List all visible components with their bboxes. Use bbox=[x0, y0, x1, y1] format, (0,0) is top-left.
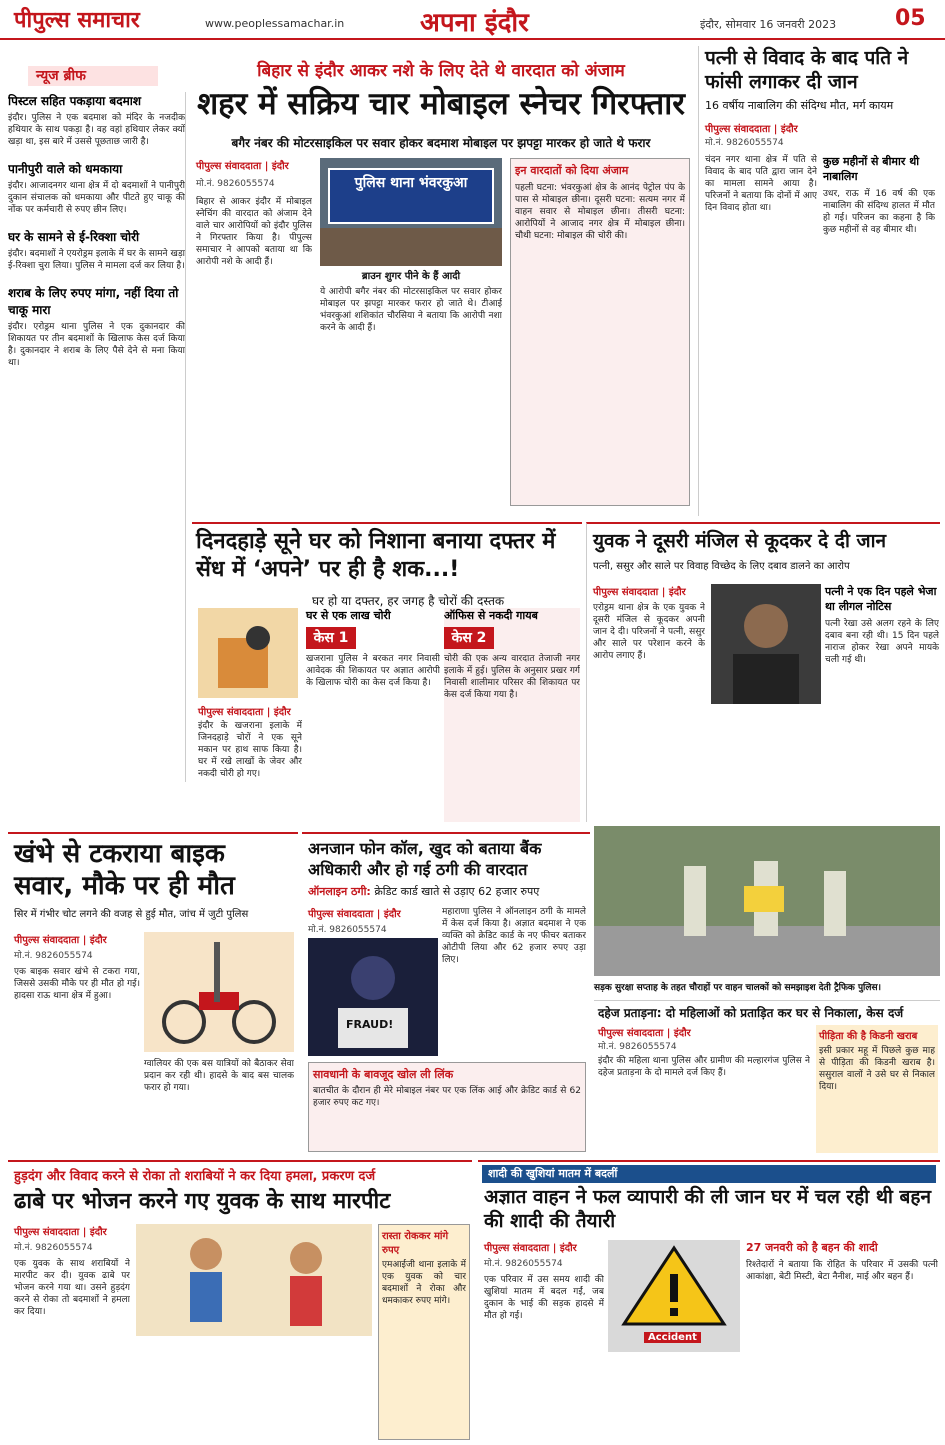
byline-city: इंदौर bbox=[780, 124, 798, 135]
sidebar-extortion bbox=[378, 1224, 470, 1440]
byline-city: इंदौर bbox=[89, 935, 107, 946]
story-kicker: बिहार से इंदौर आकर नशे के लिए देते थे वारदात को अंजाम bbox=[257, 61, 625, 81]
story-dhaba bbox=[8, 1160, 472, 1442]
story-deck: घर हो या दफ्तर, हर जगह है चोरों की दस्तक bbox=[312, 594, 505, 608]
story-body: एक बाइक सवार खंभे से टकरा गया, जिससे उसकी मौके पर ही मौत हो गई। हादसा राऊ थाना क्षेत्र में हुआ। bbox=[14, 967, 140, 1001]
byline-city: इंदौर bbox=[383, 909, 401, 920]
brief-title: पानीपुरी वाले को धमकाया bbox=[8, 162, 123, 176]
case-title: घर से एक लाख चोरी bbox=[306, 609, 391, 622]
story-jump bbox=[586, 522, 940, 822]
mobile-number: मो.नं. 9826055574 bbox=[14, 1243, 93, 1253]
story-headline: ढाबे पर भोजन करने गए युवक के साथ मारपीट bbox=[14, 1189, 391, 1214]
tip-box bbox=[308, 1062, 586, 1152]
story-deck: पत्नी, ससुर और साले पर विवाह विच्छेद के लिए दबाव डालने का आरोप bbox=[593, 561, 850, 572]
byline: पीपुल्स संवाददाता | इंदौर bbox=[198, 707, 291, 718]
byline-name: पीपुल्स संवाददाता bbox=[308, 909, 374, 920]
traffic-scene-icon bbox=[594, 826, 940, 976]
newspaper-logo: पीपुल्स समाचार bbox=[14, 7, 140, 33]
byline-name: पीपुल्स संवाददाता bbox=[598, 1028, 664, 1039]
byline-city: इंदौर bbox=[559, 1243, 577, 1254]
section-title: अपना इंदौर bbox=[420, 8, 529, 38]
byline-name: पीपुल्स संवाददाता bbox=[705, 124, 771, 135]
story-body: एरोड्रम थाना क्षेत्र के एक युवक ने दूसरी मंजिल से कूदकर अपनी जान दे दी। परिजनों ने पत्नी, ससुर और साले पर परेशान करने के आरोप लगाए हैं। bbox=[593, 603, 705, 661]
story-headline: अज्ञात वाहन ने फल व्यापारी की ली जान घर में चल रही थी बहन की शादी की तैयारी bbox=[484, 1186, 931, 1232]
police-station-photo bbox=[320, 158, 502, 266]
brief-body: इंदौर। बदमाशों ने एयरोड्रम इलाके में घर के सामने खड़ा ई-रिक्शा चुरा लिया। पुलिस ने मामला दर्ज कर लिया है। bbox=[8, 249, 185, 271]
side-box bbox=[825, 584, 939, 820]
side-title: 27 जनवरी को है बहन की शादी bbox=[746, 1241, 878, 1254]
byline: पीपुल्स संवाददाता | इंदौर bbox=[14, 1227, 107, 1238]
byline: पीपुल्स संवाददाता | इंदौर bbox=[598, 1028, 691, 1039]
brief-body: इंदौर। पुलिस ने एक बदमाश को मंदिर के नजदीक हथियार के साथ पकड़ा है। वह वहां हथियार लेकर क्यों खड़ा था, इस बारे में उससे पूछताछ जारी है। bbox=[8, 113, 185, 147]
sidebar-incidents bbox=[510, 158, 690, 506]
brief-title: शराब के लिए रुपए मांगा, नहीं दिया तो चाकू मारा bbox=[8, 286, 179, 317]
side-box bbox=[746, 1240, 938, 1440]
website-url: www.peoplessamachar.in bbox=[205, 17, 345, 30]
story-deck: क्रेडिट कार्ड खाते से उड़ाए 62 हजार रुपए bbox=[374, 885, 540, 898]
byline-city: इंदौर bbox=[271, 161, 289, 172]
sidebar-body: एमआईजी थाना इलाके में एक युवक को चार बदमाशों ने रोका और धमकाकर रुपए मांगे। bbox=[382, 1260, 466, 1306]
fight-icon bbox=[136, 1224, 372, 1336]
case-tag: केस 2 bbox=[444, 627, 494, 649]
bike-illustration bbox=[144, 932, 294, 1052]
brief-title: पिस्टल सहित पकड़ाया बदमाश bbox=[8, 94, 142, 108]
story-headline: शहर में सक्रिय चार मोबाइल स्नेचर गिरफ्तार bbox=[197, 86, 685, 122]
byline-name: पीपुल्स संवाददाता bbox=[14, 935, 80, 946]
story-fruit bbox=[478, 1160, 940, 1442]
masthead bbox=[0, 0, 945, 40]
byline: पीपुल्स संवाददाता | इंदौर bbox=[196, 161, 289, 172]
story-body: एक परिवार में उस समय शादी की खुशियां मातम में बदल गईं, जब दुकान के भाई की सड़क हादसे में मौत हो गई। bbox=[484, 1275, 604, 1321]
sidebar-title: इन वारदातों को दिया अंजाम bbox=[515, 164, 629, 177]
sidebar-body: पहली घटना: भंवरकुआं क्षेत्र के आनंद पेट्रोल पंप के पास से मोबाइल छीना। दूसरी घटना: सत्यम नगर में वाहन सवार से मोबाइल छीना। तीसरी घटना: आरोपियों ने आजाद नगर क्षेत्र में मोबाइल छीना। चौथी घटना: मोबाइल की चोरी की। bbox=[515, 183, 685, 241]
byline-name: पीपुल्स संवाददाता bbox=[196, 161, 262, 172]
mobile-number: मो.नं. 9826055574 bbox=[308, 925, 387, 935]
mobile-number: मो.नं. 9826055574 bbox=[14, 951, 93, 961]
story-body: ग्वालियर की एक बस यात्रियों को बैठाकर सेवा प्रदान कर रही थी। हादसे के बाद बस चालक फरार हो गया। bbox=[144, 1059, 294, 1093]
story-headline: खंभे से टकराया बाइक सवार, मौके पर ही मौत bbox=[14, 839, 235, 901]
deck-tag: ऑनलाइन ठगी: bbox=[308, 885, 371, 898]
case-body: खजराना पुलिस ने बरकत नगर निवासी आवेदक की शिकायत पर अज्ञात आरोपी के खिलाफ चोरी का केस दर्ज किया है। bbox=[306, 654, 440, 688]
side-title: पत्नी ने एक दिन पहले भेजा था लीगल नोटिस bbox=[825, 585, 937, 613]
story-fraud bbox=[302, 832, 590, 1156]
police-sign: पुलिस थाना भंवरकुआ bbox=[328, 168, 494, 224]
photo-caption: ब्राउन शुगर पीने के हैं आदी bbox=[361, 271, 461, 282]
story-headline: युवक ने दूसरी मंजिल से कूदकर दे दी जान bbox=[593, 530, 887, 552]
story-headline: दिनदहाड़े सूने घर को निशाना बनाया दफ्तर में सेंध में ‘अपने’ पर ही है शक...! bbox=[196, 529, 556, 582]
case-2-box bbox=[444, 608, 580, 822]
mobile-number: मो.नं. 9826055574 bbox=[598, 1042, 677, 1052]
story-kicker: हुड़दंग और विवाद करने से रोका तो शराबियों ने कर दिया हमला, प्रकरण दर्ज bbox=[14, 1169, 376, 1184]
motorbike-icon bbox=[144, 932, 294, 1052]
story-body: इंदौर की महिला थाना पुलिस और ग्रामीण की मल्हारगंज पुलिस ने दहेज प्रताड़ना के दो मामले दर्ज किए हैं। bbox=[598, 1056, 810, 1078]
story-deck: बगैर नंबर की मोटरसाइकिल पर सवार होकर बदमाश मोबाइल पर झपट्टा मारकर हो जाते थे फरार bbox=[231, 136, 651, 150]
traffic-police-photo bbox=[594, 826, 940, 976]
story-body: उधर, राऊ में 16 वर्ष की एक नाबालिग की संदिग्ध हालत में मौत हो गई। परिजन का कहना है कि कुछ महीनों से वह बीमार थी। bbox=[823, 189, 935, 235]
burglar-illustration bbox=[198, 608, 298, 698]
byline: पीपुल्स संवाददाता | इंदौर bbox=[14, 935, 107, 946]
fight-illustration bbox=[136, 1224, 372, 1336]
dateline: इंदौर, सोमवार 16 जनवरी 2023 bbox=[700, 18, 837, 31]
story-bike bbox=[8, 832, 298, 1156]
byline-name: पीपुल्स संवाददाता bbox=[593, 587, 659, 598]
case-1-box bbox=[306, 608, 440, 822]
byline-name: पीपुल्स संवाददाता bbox=[14, 1227, 80, 1238]
case-title: ऑफिस से नकदी गायब bbox=[444, 609, 538, 622]
side-body: पत्नी रेखा उसे अलग रहने के लिए दबाव बना रही थी। 15 दिन पहले नाराज होकर रेखा अपने मायके चली गई थी। bbox=[825, 619, 939, 665]
story-deck-line bbox=[302, 884, 590, 899]
hacker-icon bbox=[308, 938, 438, 1056]
side-body: रिश्तेदारों ने बताया कि रोहित के परिवार में उसकी पत्नी आकांक्षा, बेटी मिस्टी, बेटा नैनीश, माई और बहन हैं। bbox=[746, 1260, 938, 1282]
page-number: 05 bbox=[895, 6, 926, 31]
fraud-screen-text: FRAUD! bbox=[346, 1018, 394, 1031]
building-wall bbox=[320, 228, 502, 266]
story-subhead: कुछ महीनों से बीमार थी नाबालिग bbox=[823, 155, 920, 183]
mobile-number: मो.नं. 9826055574 bbox=[705, 138, 784, 148]
side-body: इसी प्रकार महू में पिछले कुछ माह से पीड़िता की किडनी खराब है। ससुराल वालों ने उसे घर से निकाल दिया। bbox=[819, 1046, 935, 1092]
byline-city: इंदौर bbox=[668, 587, 686, 598]
tip-body: बातचीत के दौरान ही मेरे मोबाइल नंबर पर एक लिंक आई और क्रेडिट कार्ड से 62 हजार रुपए कट गए। bbox=[313, 1086, 581, 1108]
side-box bbox=[816, 1025, 938, 1153]
byline: पीपुल्स संवाददाता | इंदौर bbox=[593, 587, 686, 598]
story-harass bbox=[594, 1000, 940, 1156]
accident-illustration bbox=[608, 1240, 740, 1352]
story-body: एक युवक के साथ शराबियों ने मारपीट कर दी। युवक ढाबे पर भोजन करने गया था। उसने हुड़दंग करने से रोका तो बदमाशों ने हमला कर दिया। bbox=[14, 1259, 130, 1317]
story-headline: पत्नी से विवाद के बाद पति ने फांसी लगाकर दी जान bbox=[705, 47, 909, 93]
story-snatchers bbox=[192, 46, 690, 516]
briefs-column bbox=[8, 92, 186, 782]
byline-name: पीपुल्स संवाददाता bbox=[198, 707, 264, 718]
person-icon bbox=[711, 584, 821, 704]
byline: पीपुल्स संवाददाता | इंदौर bbox=[308, 909, 401, 920]
story-kicker: शादी की खुशियां मातम में बदलीं bbox=[482, 1165, 936, 1183]
brief-body: इंदौर। एरोड्रम थाना पुलिस ने एक दुकानदार की शिकायत पर तीन बदमाशों के खिलाफ केस दर्ज किया है। दुकानदार ने शराब के लिए पैसे देने से मना किया था। bbox=[8, 322, 185, 368]
news-brief-tag: न्यूज ब्रीफ bbox=[28, 66, 158, 86]
burglar-icon bbox=[198, 608, 298, 698]
story-body: इंदौर के खजराना इलाके में जिनदहाड़े चोरों ने एक सूने मकान पर हाथ साफ किया है। घर में रखे लाखों के जेवर और नकदी चोरी हो गए। bbox=[198, 721, 302, 779]
accident-label: Accident bbox=[644, 1332, 701, 1343]
story-traffic bbox=[594, 826, 940, 998]
story-headline: दहेज प्रताड़ना: दो महिलाओं को प्रताड़ित कर घर से निकाला, केस दर्ज bbox=[598, 1006, 904, 1020]
byline-city: इंदौर bbox=[673, 1028, 691, 1039]
side-title: पीड़िता की है किडनी खराब bbox=[819, 1031, 918, 1042]
mobile-number: मो.नं. 9826055574 bbox=[484, 1259, 563, 1269]
brief-title: घर के सामने से ई-रिक्शा चोरी bbox=[8, 230, 140, 244]
story-body: चंदन नगर थाना क्षेत्र में पति से विवाद के बाद पति द्वारा जान देने का मामला सामने आया है। परिजनों ने बताया कि दोनों में आए दिन विवाद होता था। bbox=[705, 155, 817, 213]
fraud-illustration bbox=[308, 938, 438, 1056]
story-deck: सिर में गंभीर चोट लगने की वजह से हुई मौत, जांच में जुटी पुलिस bbox=[14, 909, 249, 920]
photo-caption: सड़क सुरक्षा सप्ताह के तहत चौराहों पर वाहन चालकों को समझाइश देती ट्रैफिक पुलिस। bbox=[594, 983, 881, 993]
brief-body: इंदौर। आजादनगर थाना क्षेत्र में दो बदमाशों ने पानीपुरी दुकान संचालक को धमकाया और पीटते हुए चाकू की नोंक पर कर्मचारी से रुपए छीन लिए। bbox=[8, 181, 185, 215]
mobile-number: मो.नं. 9826055574 bbox=[196, 179, 275, 189]
byline: पीपुल्स संवाददाता | इंदौर bbox=[484, 1243, 577, 1254]
victim-photo bbox=[711, 584, 821, 704]
byline-name: पीपुल्स संवाददाता bbox=[484, 1243, 550, 1254]
case-tag: केस 1 bbox=[306, 627, 356, 649]
case-body: चोरी की एक अन्य वारदात तेजाजी नगर इलाके में हुई। पुलिस के अनुसार प्रखर गर्ग निवासी शालीमार परिसर की शिकायत पर केस दर्ज किया गया है। bbox=[444, 654, 580, 700]
story-headline: अनजान फोन कॉल, खुद को बताया बैंक अधिकारी और हो गई ठगी की वारदात bbox=[308, 839, 542, 879]
story-body: महाराणा पुलिस ने ऑनलाइन ठगी के मामले में केस दर्ज किया है। अज्ञात बदमाश ने एक व्यक्ति को क्रेडिट कार्ड के नए फीचर बताकर ओटीपी लिया और 62 हजार रुपए उड़ा लिए। bbox=[442, 907, 586, 965]
story-body: बिहार से आकर इंदौर में मोबाइल स्नेचिंग की वारदात को अंजाम देने वाले चार आरोपियों को इंदौर पुलिस ने गिरफ्तार किया है। पीपुल्स समाचार ने आपको बताया था कि आरोपी नशे के आदी हैं। bbox=[196, 197, 312, 267]
byline-city: इंदौर bbox=[89, 1227, 107, 1238]
story-suicide bbox=[698, 46, 940, 516]
byline-city: इंदौर bbox=[273, 707, 291, 718]
story-burglary bbox=[192, 522, 582, 822]
byline: पीपुल्स संवाददाता | इंदौर bbox=[705, 124, 798, 135]
tip-title: सावधानी के बावजूद खोल ली लिंक bbox=[313, 1068, 454, 1081]
sidebar-title: रास्ता रोककर मांगे रुपए bbox=[382, 1231, 449, 1256]
story-body: ये आरोपी बगैर नंबर की मोटरसाइकिल पर सवार होकर मोबाइल पर झपट्टा मारकर फरार हो जाते थे। टीआई भंवरकुआं शशिकांत चौरसिया ने बताया कि आरोपी नशा करने के आदी हैं। bbox=[320, 287, 502, 333]
story-deck: 16 वर्षीय नाबालिग की संदिग्ध मौत, मर्ग कायम bbox=[705, 99, 894, 112]
